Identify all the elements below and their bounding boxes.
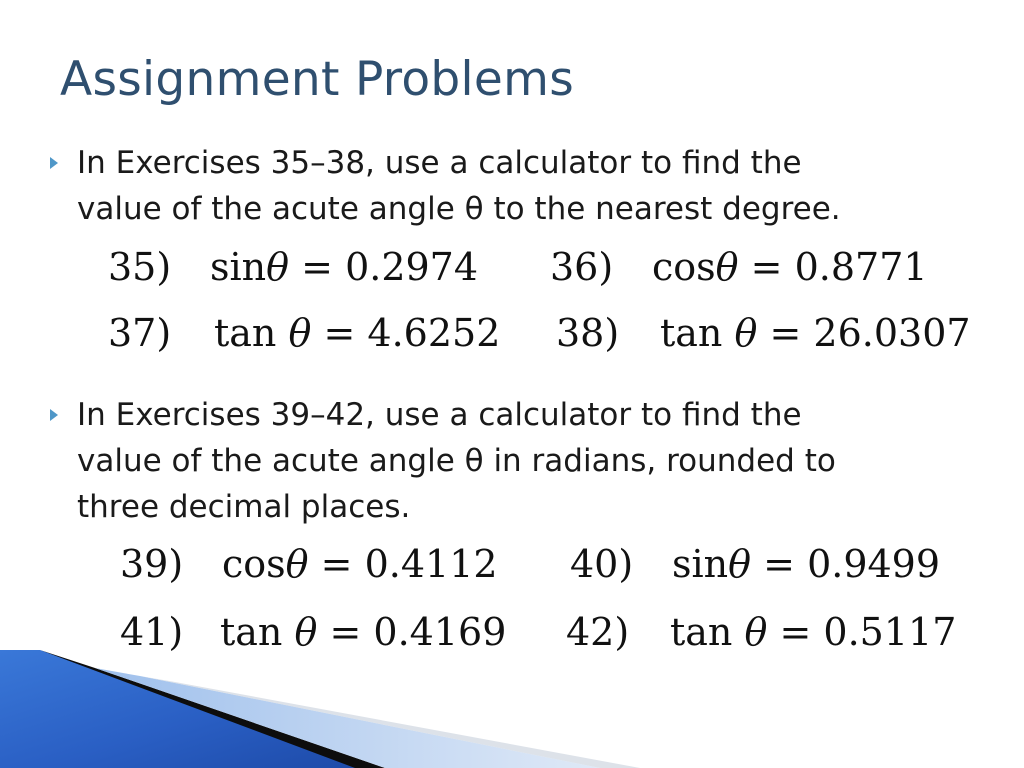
equals-sign: = [750,245,783,289]
problem-number: 37) [108,311,172,355]
equals-sign: = [779,610,812,654]
equation-value: 0.5117 [823,610,957,654]
equation-value: 26.0307 [813,311,971,355]
theta-symbol: θ [734,311,758,355]
theta-symbol: θ [728,542,752,586]
problem-number: 41) [120,610,184,654]
equation-value: 0.2974 [345,245,479,289]
trig-function: sin [210,245,267,289]
equals-sign: = [763,542,795,586]
trig-function: cos [222,542,286,586]
equation-value: 0.4112 [364,542,498,586]
equation-value: 0.9499 [807,542,941,586]
equals-sign: = [301,245,333,289]
trig-function: tan [660,311,723,355]
trig-function: tan [214,311,277,355]
theta-symbol: θ [266,245,290,289]
theta-symbol: θ [288,311,312,355]
equals-sign: = [323,311,356,355]
problem-number: 39) [120,542,184,586]
theta-symbol: θ [715,245,739,289]
trig-function: cos [652,245,716,289]
equation-value: 4.6252 [367,311,501,355]
problem-number: 38) [556,311,620,355]
problem-number: 40) [570,542,634,586]
problem-number: 35) [108,245,172,289]
bullet-line: value of the acute angle θ in radians, rounded to [77,443,836,479]
slide-title: Assignment Problems [60,52,575,107]
bullet-line: In Exercises 35–38, use a calculator to find the [77,145,802,181]
equation-value: 0.4169 [373,610,507,654]
equals-sign: = [329,610,362,654]
equals-sign: = [320,542,353,586]
trig-function: tan [670,610,733,654]
theta-symbol: θ [744,610,768,654]
bullet-line: In Exercises 39–42, use a calculator to find the [77,397,802,433]
bullet-line: three decimal places. [77,489,411,525]
problem-number: 36) [550,245,614,289]
theta-symbol: θ [294,610,318,654]
trig-function: sin [672,542,729,586]
trig-function: tan [220,610,283,654]
bullet-line: value of the acute angle θ to the nearest degree. [77,191,841,227]
theta-symbol: θ [285,542,309,586]
equation-value: 0.8771 [794,245,928,289]
equals-sign: = [769,311,802,355]
problem-number: 42) [566,610,630,654]
